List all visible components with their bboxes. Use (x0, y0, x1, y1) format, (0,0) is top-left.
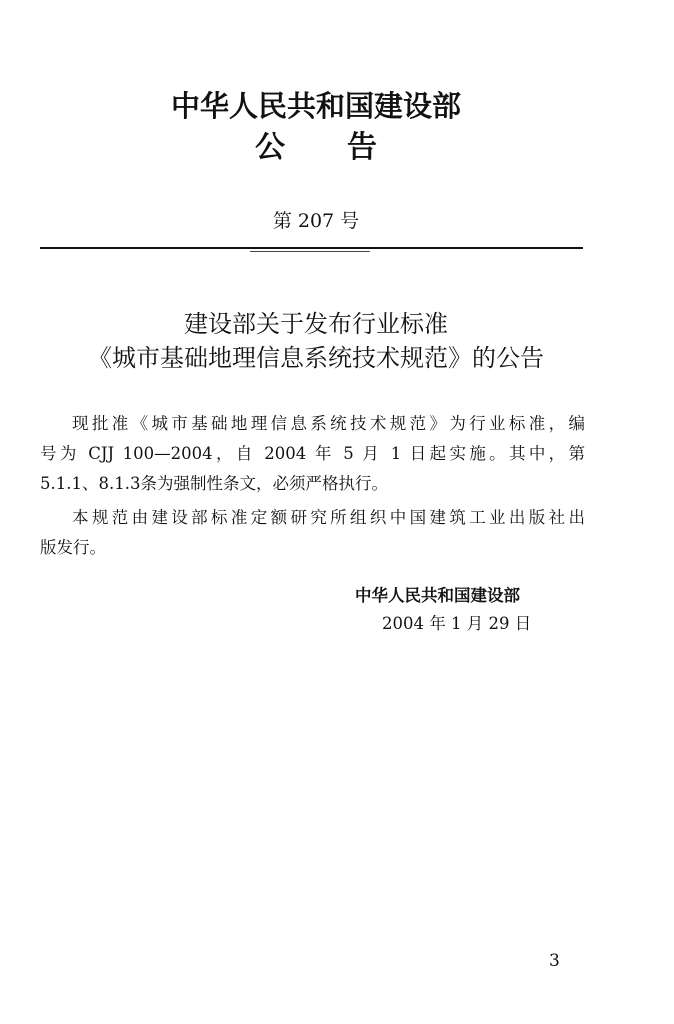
body-paragraph-1-line-2: 号为 CJJ 100—2004，自 2004 年 5 月 1 日起实施。其中，第 (40, 444, 585, 463)
body-paragraph-2-line-2: 版发行。 (40, 538, 106, 557)
body-paragraph-1-line-1: 现批准《城市基础地理信息系统技术规范》为行业标准，编 (72, 414, 585, 433)
ministry-title: 中华人民共和国建设部 (170, 89, 461, 123)
subject-line-2: 《城市基础地理信息系统技术规范》的公告 (88, 344, 544, 372)
header-divider-underline (250, 251, 370, 252)
subject-line-1: 建设部关于发布行业标准 (184, 310, 448, 338)
document-number: 第 207 号 (272, 210, 360, 232)
header-divider (40, 247, 583, 249)
page-number: 3 (549, 951, 560, 971)
body-paragraph-1-line-3: 5.1.1、8.1.3条为强制性条文，必须严格执行。 (40, 474, 388, 493)
signature-organization: 中华人民共和国建设部 (355, 586, 520, 605)
signature-date: 2004 年 1 月 29 日 (382, 614, 532, 633)
announcement-title: 公告 (255, 130, 439, 165)
body-paragraph-2-line-1: 本规范由建设部标准定额研究所组织中国建筑工业出版社出 (72, 508, 585, 527)
